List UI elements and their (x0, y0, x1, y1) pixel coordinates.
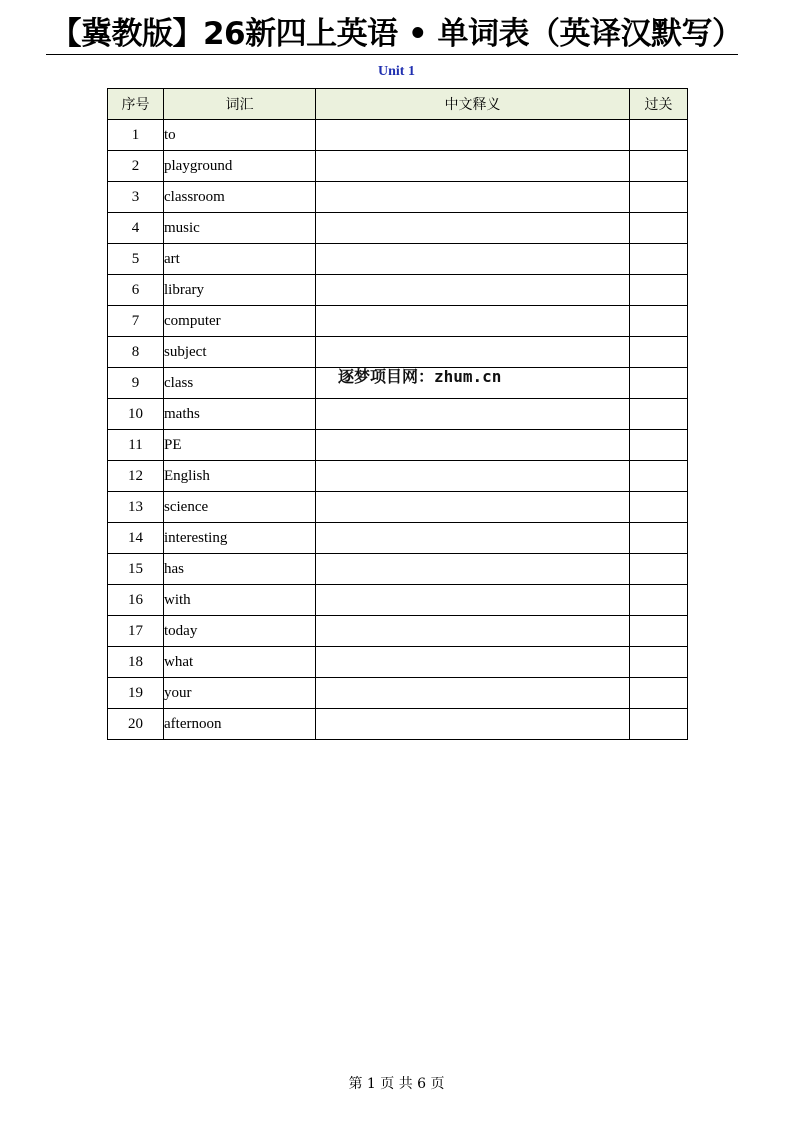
row-number: 15 (108, 554, 164, 585)
pass-cell[interactable] (630, 678, 688, 709)
row-word: to (164, 120, 316, 151)
row-number: 19 (108, 678, 164, 709)
table-row (108, 709, 688, 740)
table-row (108, 616, 688, 647)
row-number: 9 (108, 368, 164, 399)
table-row (108, 306, 688, 337)
pass-cell[interactable] (630, 430, 688, 461)
row-word: library (164, 275, 316, 306)
pass-cell[interactable] (630, 306, 688, 337)
title-underline (46, 54, 738, 55)
table-row (108, 492, 688, 523)
table-row (108, 182, 688, 213)
row-number: 17 (108, 616, 164, 647)
row-word: playground (164, 151, 316, 182)
pass-cell[interactable] (630, 213, 688, 244)
table-row (108, 554, 688, 585)
meaning-cell[interactable] (316, 337, 630, 368)
row-word: today (164, 616, 316, 647)
table-row (108, 461, 688, 492)
pass-cell[interactable] (630, 585, 688, 616)
table-row (108, 678, 688, 709)
row-number: 14 (108, 523, 164, 554)
row-number: 1 (108, 120, 164, 151)
meaning-cell[interactable] (316, 306, 630, 337)
table-row (108, 120, 688, 151)
vocabulary-table (107, 88, 688, 740)
meaning-cell[interactable] (316, 616, 630, 647)
row-number: 12 (108, 461, 164, 492)
table-row (108, 275, 688, 306)
row-word: what (164, 647, 316, 678)
meaning-cell[interactable] (316, 151, 630, 182)
pass-cell[interactable] (630, 399, 688, 430)
row-word: class (164, 368, 316, 399)
row-number: 8 (108, 337, 164, 368)
meaning-cell[interactable] (316, 523, 630, 554)
row-number: 7 (108, 306, 164, 337)
document-title: 【冀教版】26新四上英语 • 单词表（英译汉默写） (50, 16, 743, 52)
meaning-cell[interactable] (316, 554, 630, 585)
row-number: 2 (108, 151, 164, 182)
pass-cell[interactable] (630, 616, 688, 647)
pass-cell[interactable] (630, 182, 688, 213)
watermark-text: 逐梦项目网：zhum.cn (338, 367, 502, 386)
header-word: 词汇 (164, 89, 316, 120)
row-number: 18 (108, 647, 164, 678)
table-row (108, 213, 688, 244)
row-word: subject (164, 337, 316, 368)
meaning-cell[interactable] (316, 213, 630, 244)
meaning-cell[interactable] (316, 430, 630, 461)
pass-cell[interactable] (630, 337, 688, 368)
pass-cell[interactable] (630, 368, 688, 399)
meaning-cell[interactable] (316, 709, 630, 740)
meaning-cell[interactable] (316, 461, 630, 492)
table-row (108, 523, 688, 554)
row-word: PE (164, 430, 316, 461)
row-number: 6 (108, 275, 164, 306)
page-footer: 第 1 页 共 6 页 (348, 1076, 445, 1092)
row-number: 20 (108, 709, 164, 740)
header-number: 序号 (108, 89, 164, 120)
row-word: with (164, 585, 316, 616)
table-row (108, 337, 688, 368)
row-number: 11 (108, 430, 164, 461)
pass-cell[interactable] (630, 151, 688, 182)
meaning-cell[interactable] (316, 678, 630, 709)
row-word: science (164, 492, 316, 523)
meaning-cell[interactable] (316, 120, 630, 151)
header-pass: 过关 (630, 89, 688, 120)
pass-cell[interactable] (630, 275, 688, 306)
pass-cell[interactable] (630, 461, 688, 492)
table-row (108, 399, 688, 430)
table-row (108, 585, 688, 616)
pass-cell[interactable] (630, 120, 688, 151)
unit-heading: Unit 1 (378, 64, 415, 79)
table-row (108, 430, 688, 461)
meaning-cell[interactable] (316, 182, 630, 213)
header-meaning: 中文释义 (316, 89, 630, 120)
row-number: 5 (108, 244, 164, 275)
row-word: music (164, 213, 316, 244)
pass-cell[interactable] (630, 492, 688, 523)
row-word: interesting (164, 523, 316, 554)
table-row (108, 151, 688, 182)
row-number: 13 (108, 492, 164, 523)
row-word: art (164, 244, 316, 275)
row-number: 3 (108, 182, 164, 213)
table-row (108, 244, 688, 275)
table-row (108, 647, 688, 678)
row-word: English (164, 461, 316, 492)
pass-cell[interactable] (630, 244, 688, 275)
row-word: classroom (164, 182, 316, 213)
pass-cell[interactable] (630, 647, 688, 678)
meaning-cell[interactable] (316, 492, 630, 523)
meaning-cell[interactable] (316, 585, 630, 616)
meaning-cell[interactable] (316, 244, 630, 275)
pass-cell[interactable] (630, 709, 688, 740)
row-word: maths (164, 399, 316, 430)
pass-cell[interactable] (630, 554, 688, 585)
pass-cell[interactable] (630, 523, 688, 554)
row-word: your (164, 678, 316, 709)
row-word: computer (164, 306, 316, 337)
row-word: afternoon (164, 709, 316, 740)
meaning-cell[interactable] (316, 275, 630, 306)
table-header-row (108, 89, 688, 120)
row-number: 4 (108, 213, 164, 244)
row-word: has (164, 554, 316, 585)
row-number: 10 (108, 399, 164, 430)
meaning-cell[interactable] (316, 399, 630, 430)
row-number: 16 (108, 585, 164, 616)
meaning-cell[interactable] (316, 647, 630, 678)
